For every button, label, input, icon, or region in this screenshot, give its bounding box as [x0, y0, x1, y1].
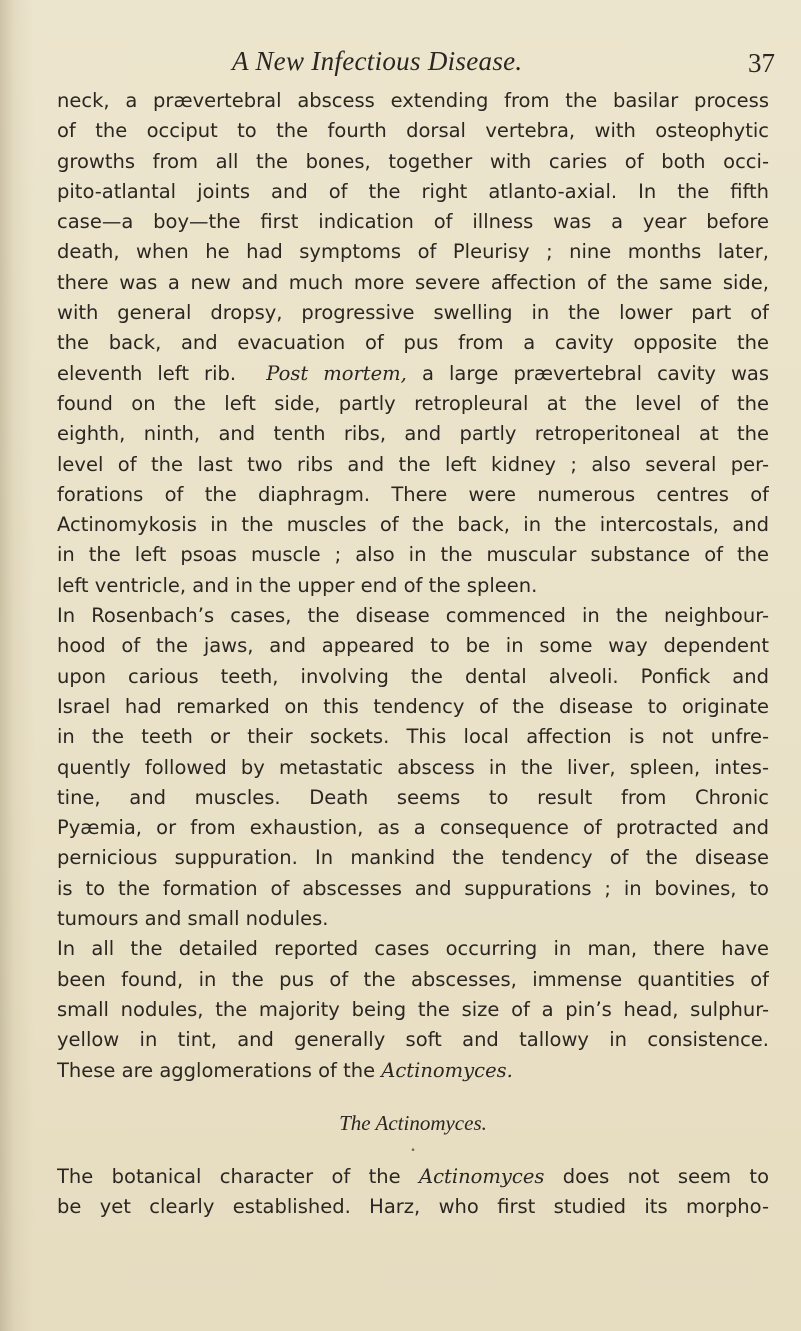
paragraph-3 [57, 934, 769, 1085]
text-line: hood of the jaws, and appeared to be in some way dependent [57, 634, 769, 658]
text-line: In all the detailed reported cases occurring in man, there have [57, 937, 769, 961]
text-fragment: does not seem to [562, 1164, 769, 1188]
text-line: tumours and small nodules. [57, 907, 329, 931]
text-line: case—a boy—the first indication of illness was a year before [57, 210, 769, 234]
text-line: been found, in the pus of the abscesses, immense quantities of [57, 967, 769, 991]
text-line: found on the left side, partly retropleural at the level of the [57, 391, 769, 415]
text-line: in the teeth or their sockets. This local affection is not unfre- [57, 725, 769, 749]
text-line [57, 1056, 769, 1086]
ornament-dot-icon: • [410, 1145, 416, 1156]
text-line: pernicious suppuration. In mankind the tendency of the disease [57, 846, 769, 870]
text-fragment: The botanical character of the [57, 1164, 401, 1188]
paragraph-1 [57, 86, 769, 601]
text-line: forations of the diaphragm. There were numerous centres of [57, 482, 769, 506]
text-line: is to the formation of abscesses and suppurations ; in bovines, to [57, 876, 769, 900]
text-line: be yet clearly established. Harz, who first studied its morpho- [57, 1195, 769, 1219]
text-line: with general dropsy, progressive swelling in the lower part of [57, 301, 769, 325]
text-line: death, when he had symptoms of Pleurisy ; nine months later, [57, 240, 769, 264]
page-number: 37 [748, 48, 775, 78]
italic-term: Actinomyces [419, 1164, 545, 1188]
text-line: the back, and evacuation of pus from a cavity opposite the [57, 331, 769, 355]
section-heading: The Actinomyces. [339, 1110, 487, 1135]
paragraph-2 [57, 601, 769, 934]
text-line: In Rosenbach’s cases, the disease commenced in the neighbour- [57, 604, 769, 628]
text-fragment: a large prævertebral cavity was [421, 361, 769, 385]
text-fragment: These are agglomerations of the [57, 1058, 376, 1082]
text-line: there was a new and much more severe affection of the same side, [57, 270, 769, 294]
text-line: level of the last two ribs and the left kidney ; also several per- [57, 452, 769, 476]
text-line: yellow in tint, and generally soft and tallowy in consistence. [57, 1028, 769, 1052]
text-line: Pyæmia, or from exhaustion, as a consequence of protracted and [57, 816, 769, 840]
text-line: neck, a prævertebral abscess extending from the basilar process [57, 89, 769, 112]
text-line: Israel had remarked on this tendency of the disease to originate [57, 694, 769, 718]
text-line: Actinomykosis in the muscles of the back, in the intercostals, and [57, 513, 769, 537]
text-line: small nodules, the majority being the size of a pin’s head, sulphur- [57, 997, 769, 1021]
section-paragraph [57, 1162, 769, 1223]
text-line: eighth, ninth, and tenth ribs, and partly retroperitoneal at the [57, 422, 769, 446]
text-line: in the left psoas muscle ; also in the muscular substance of the [57, 543, 769, 567]
running-header [0, 46, 801, 80]
italic-phrase: Post mortem, [266, 361, 407, 385]
text-line: tine, and muscles. Death seems to result from Chronic [57, 785, 769, 809]
italic-term: Actinomyces. [381, 1058, 513, 1082]
text-line: upon carious teeth, involving the dental alveoli. Ponfick and [57, 664, 769, 688]
text-line: of the occiput to the fourth dorsal vertebra, with osteophytic [57, 119, 769, 143]
text-line: pito-atlantal joints and of the right atlanto-axial. In the fifth [57, 179, 769, 203]
running-title: A New Infectious Disease. [232, 46, 523, 76]
text-line [57, 1162, 769, 1192]
text-fragment: eleventh left rib. [57, 361, 237, 385]
text-line: growths from all the bones, together with caries of both occi- [57, 149, 769, 173]
text-line: quently followed by metastatic abscess in the liver, spleen, intes- [57, 755, 769, 779]
body-text [57, 86, 769, 1222]
text-line: left ventricle, and in the upper end of the spleen. [57, 573, 538, 597]
text-line [57, 359, 769, 389]
